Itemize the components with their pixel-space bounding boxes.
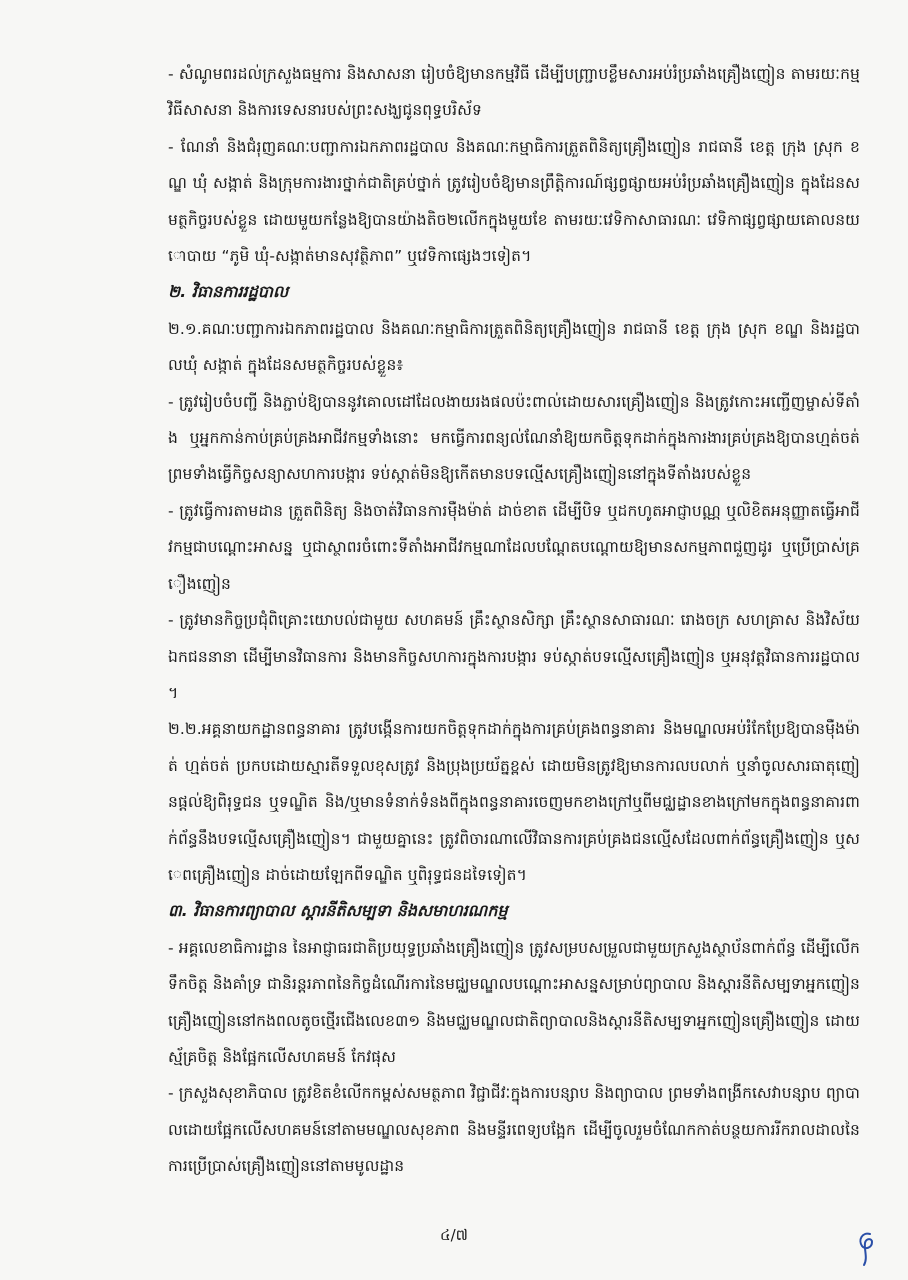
body-paragraph: - ត្រូវរៀបចំបញ្ជី និងភ្ជាប់ឱ្យបាននូវគោលដៅដែលងាយរងផលប៉ះពាល់ដោយសារគ្រឿងញៀន និងត្រូវកោះអញ្ជើញម្ចាស់ទីតាំង ឬអ្នកកាន់កាប់គ្រប់គ្រងអាជីវកម្មទាំងនោះ មកធ្វើការពន្យល់ណែនាំឱ្យយកចិត្តទុកដាក់ក្នុងការងារគ្រប់គ្រងឱ្យបានហ្មត់ចត់ ព្រមទាំងធ្វើកិច្ចសន្យាសហការបង្ការ ទប់ស្កាត់មិនឱ្យកើតមានបទល្មើសគ្រឿងញៀននៅក្នុងទីតាំងរបស់ខ្លួន: [168, 392, 860, 484]
body-paragraph: - ណែនាំ និងជំរុញគណៈបញ្ជាការឯកភាពរដ្ឋបាល និងគណៈកម្មាធិការត្រួតពិនិត្យគ្រឿងញៀន រាជធានី ខេត្ត ក្រុង ស្រុក ខណ្ឌ ឃុំ សង្កាត់ និងក្រុមការងារថ្នាក់ជាតិគ្រប់ថ្នាក់ ត្រូវរៀបចំឱ្យមានព្រឹត្តិការណ៍ផ្សព្វផ្សាយអប់រំប្រឆាំងគ្រឿងញៀន ក្នុងដែនសមត្ថកិច្ចរបស់ខ្លួន ដោយមួយកន្លែងឱ្យបានយ៉ាងតិច២លើកក្នុងមួយខែ តាមរយៈវេទិកាសាធារណៈ វេទិកាផ្សព្វផ្សាយគោលនយោបាយ “ភូមិ ឃុំ-សង្កាត់មានសុវត្ថិភាព” ឬវេទិកាផ្សេងៗទៀត។: [168, 137, 860, 266]
body-paragraph: - ត្រូវមានកិច្ចប្រជុំពិគ្រោះយោបល់ជាមួយ សហគមន៍ គ្រឹះស្ថានសិក្សា គ្រឹះស្ថានសាធារណៈ រោងចក្រ សហគ្រាស និងវិស័យឯកជននានា ដើម្បីមានវិធានការ និងមានកិច្ចសហការក្នុងការបង្ការ ទប់ស្កាត់បទល្មើសគ្រឿងញៀន ឬអនុវត្តវិធានការរដ្ឋបាល។: [168, 611, 860, 702]
body-paragraph: ២.១.គណៈបញ្ជាការឯកភាពរដ្ឋបាល និងគណៈកម្មាធិការត្រួតពិនិត្យគ្រឿងញៀន រាជធានី ខេត្ត ក្រុង ស្រុក ខណ្ឌ និងរដ្ឋបាលឃុំ សង្កាត់ ក្នុងដែនសមត្ថកិច្ចរបស់ខ្លួន៖: [168, 319, 860, 375]
body-paragraph: - ត្រូវធ្វើការតាមដាន ត្រួតពិនិត្យ និងចាត់វិធានការម៉ឺងម៉ាត់ ដាច់ខាត ដើម្បីបិទ ឬដកហូតអាជ្ញាបណ្ណ ឬលិខិតអនុញ្ញាតធ្វើអាជីវកម្មជាបណ្ដោះអាសន្ន ឬជាស្ថាពរចំពោះទីតាំងអាជីវកម្មណាដែលបណ្ដែតបណ្ដោយឱ្យមានសកម្មភាពជួញដូរ ឬប្រើប្រាស់គ្រឿងញៀន: [168, 501, 860, 593]
section-heading: ៣. វិធានការព្យាបាល ស្ដារនីតិសម្បទា និងសមាហរណកម្ម: [168, 901, 508, 921]
body-paragraph: - អគ្គលេខាធិការដ្ឋាន នៃអាជ្ញាធរជាតិប្រយុទ្ធប្រឆាំងគ្រឿងញៀន ត្រូវសម្របសម្រួលជាមួយក្រសួងស្ថាប័នពាក់ព័ន្ធ ដើម្បីលើកទឹកចិត្ត និងគាំទ្រ ជានិរន្តរភាពនៃកិច្ចដំណើរការនៃមជ្ឈមណ្ឌលបណ្ដោះអាសន្នសម្រាប់ព្យាបាល និងស្ដារនីតិសម្បទាអ្នកញៀនគ្រឿងញៀននៅកងពលតូចថ្មើរជើងលេខ៣១ និងមជ្ឈមណ្ឌលជាតិព្យាបាលនិងស្ដារនីតិសម្បទាអ្នកញៀនគ្រឿងញៀន ដោយស្ម័គ្រចិត្ត និងផ្អែកលើសហគមន៍ កែវផុស: [168, 938, 860, 1066]
initial-signature-mark: [852, 1228, 880, 1268]
body-paragraph: - ក្រសួងសុខាភិបាល ត្រូវខិតខំលើកកម្ពស់សមត្ថភាព វិជ្ជាជីវៈក្នុងការបន្សាប និងព្យាបាល ព្រមទាំងពង្រីកសេវាបន្សាប ព្យាបាលដោយផ្អែកលើសហគមន៍នៅតាមមណ្ឌលសុខភាព និងមន្ទីរពេទ្យបង្អែក ដើម្បីចូលរួមចំណែកកាត់បន្ថយការរីករាលដាលនៃការប្រើប្រាស់គ្រឿងញៀននៅតាមមូលដ្ឋាន: [168, 1084, 860, 1176]
page-number: ៤/៧: [440, 1226, 468, 1244]
body-paragraph: ២.២.អគ្គនាយកដ្ឋានពន្ធនាគារ ត្រូវបង្កើនការយកចិត្តទុកដាក់ក្នុងការគ្រប់គ្រងពន្ធនាគារ និងមណ្ឌលអប់រំកែប្រែឱ្យបានម៉ឺងម៉ាត់ ហ្មត់ចត់ ប្រកបដោយស្មារតីទទួលខុសត្រូវ និងប្រុងប្រយ័ត្នខ្ពស់ ដោយមិនត្រូវឱ្យមានការលបលាក់ ឬនាំចូលសារធាតុញៀនផ្ដល់ឱ្យពិរុទ្ធជន ឬទណ្ឌិត និង/ឬមានទំនាក់ទំនងពីក្នុងពន្ធនាគារចេញមកខាងក្រៅឬពីមជ្ឈដ្ឋានខាងក្រៅមកក្នុងពន្ធនាគារពាក់ព័ន្ធនឹងបទល្មើសគ្រឿងញៀន។ ជាមួយគ្នានេះ ត្រូវពិចារណាលើវិធានការគ្រប់គ្រងជនល្មើសដែលពាក់ព័ន្ធគ្រឿងញៀន ឬសេពគ្រឿងញៀន ដាច់ដោយឡែកពីទណ្ឌិត ឬពិរុទ្ធជនដទៃទៀត។: [168, 720, 860, 884]
document-body: [168, 56, 860, 1185]
section-heading: ២. វិធានការរដ្ឋបាល: [168, 282, 289, 302]
body-paragraph: - សំណូមពរដល់ក្រសួងធម្មការ និងសាសនា រៀបចំឱ្យមានកម្មវិធី ដើម្បីបញ្ជ្រាបខ្លឹមសារអប់រំប្រឆាំងគ្រឿងញៀន តាមរយៈកម្មវិធីសាសនា និងការទេសនារបស់ព្រះសង្ឃជូនពុទ្ធបរិស័ទ: [168, 65, 860, 120]
